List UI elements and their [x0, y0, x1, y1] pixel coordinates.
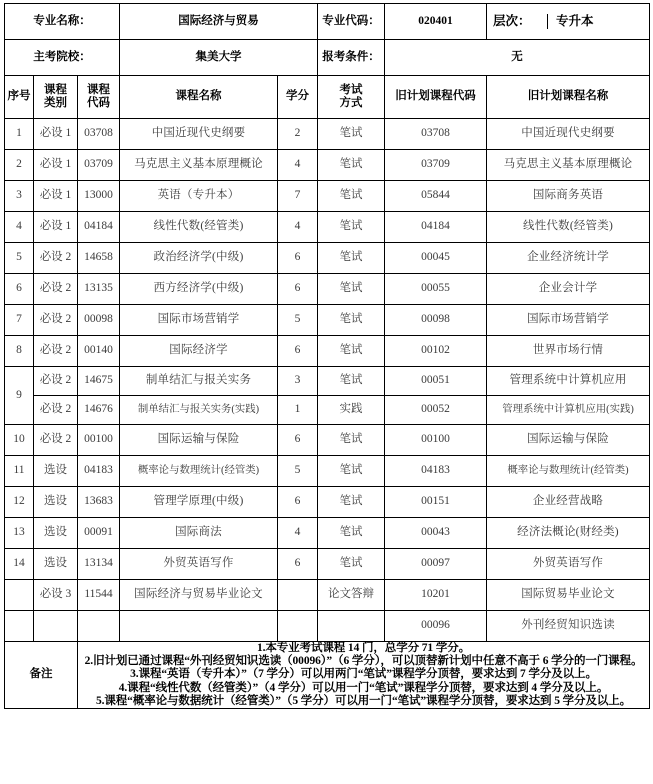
col-header-code — [78, 76, 120, 119]
row-course-name: 英语（专升本） — [120, 181, 278, 212]
row-code: 00140 — [78, 336, 120, 367]
row-index: 4 — [5, 212, 34, 243]
row-old-name: 世界市场行情 — [487, 336, 650, 367]
row-exam-mode: 笔试 — [318, 367, 385, 396]
table-row — [5, 396, 650, 425]
row-old-code: 03708 — [385, 119, 487, 150]
row-credits: 6 — [278, 487, 318, 518]
table-row — [5, 181, 650, 212]
row-course-name: 国际经济与贸易毕业论文 — [120, 580, 278, 611]
row-old-code: 04183 — [385, 456, 487, 487]
table-row — [5, 425, 650, 456]
table-row — [5, 549, 650, 580]
row-old-name: 国际商务英语 — [487, 181, 650, 212]
row-old-name: 国际贸易毕业论文 — [487, 580, 650, 611]
table-row — [5, 580, 650, 611]
row-old-code: 00098 — [385, 305, 487, 336]
row-category: 必设 2 — [34, 425, 78, 456]
row-old-code: 00097 — [385, 549, 487, 580]
row-code: 03708 — [78, 119, 120, 150]
row-course-name: 外贸英语写作 — [120, 549, 278, 580]
table-row — [5, 274, 650, 305]
row-code: 13134 — [78, 549, 120, 580]
table-row — [5, 212, 650, 243]
row-course-name: 西方经济学(中级) — [120, 274, 278, 305]
row-exam-mode: 笔试 — [318, 518, 385, 549]
row-old-code: 00052 — [385, 396, 487, 425]
row-credits: 6 — [278, 425, 318, 456]
row-old-name: 国际运输与保险 — [487, 425, 650, 456]
row-credits: 5 — [278, 305, 318, 336]
row-credits — [278, 611, 318, 642]
row-exam-mode: 笔试 — [318, 212, 385, 243]
row-exam-mode: 笔试 — [318, 336, 385, 367]
row-old-name: 国际市场营销学 — [487, 305, 650, 336]
row-category: 选设 — [34, 549, 78, 580]
major-code-value: 020401 — [385, 4, 487, 40]
row-exam-mode: 笔试 — [318, 487, 385, 518]
row-exam-mode: 笔试 — [318, 181, 385, 212]
row-course-name: 马克思主义基本原理概论 — [120, 150, 278, 181]
row-category: 必设 3 — [34, 580, 78, 611]
row-credits: 6 — [278, 336, 318, 367]
row-credits: 4 — [278, 150, 318, 181]
table-row — [5, 456, 650, 487]
row-old-code: 10201 — [385, 580, 487, 611]
row-credits: 1 — [278, 396, 318, 425]
row-index — [5, 611, 34, 642]
col-header-category — [34, 76, 78, 119]
row-code: 00091 — [78, 518, 120, 549]
col-header-credits: 学分 — [278, 76, 318, 119]
row-exam-mode: 笔试 — [318, 274, 385, 305]
row-category: 必设 2 — [34, 396, 78, 425]
remarks-line: 1.本专业考试课程 14 门，总学分 71 学分。 — [256, 642, 471, 654]
row-course-name: 国际商法 — [120, 518, 278, 549]
row-old-name: 企业会计学 — [487, 274, 650, 305]
row-credits: 2 — [278, 119, 318, 150]
row-exam-mode: 论文答辩 — [318, 580, 385, 611]
col-header-category-line1: 课程 — [44, 83, 67, 96]
row-old-name: 概率论与数理统计(经管类) — [487, 456, 650, 487]
row-index: 6 — [5, 274, 34, 305]
column-header-row — [5, 76, 650, 119]
exam-plan-table — [4, 3, 650, 709]
row-category: 必设 1 — [34, 212, 78, 243]
major-name-label: 专业名称： — [5, 4, 120, 40]
row-index: 11 — [5, 456, 34, 487]
col-header-code-line1: 课程 — [87, 83, 110, 96]
remarks-body — [78, 642, 650, 709]
remarks-line: 3.课程“英语（专升本）”（7 学分）可以用两门“笔试”课程学分顶替，要求达到 7 学分及以上。 — [130, 668, 597, 681]
row-category: 选设 — [34, 456, 78, 487]
row-old-name: 企业经济统计学 — [487, 243, 650, 274]
row-old-code: 00102 — [385, 336, 487, 367]
apply-condition-label: 报考条件： — [318, 40, 385, 76]
row-category: 必设 2 — [34, 367, 78, 396]
row-old-code: 03709 — [385, 150, 487, 181]
host-school-value: 集美大学 — [120, 40, 318, 76]
row-category: 必设 2 — [34, 305, 78, 336]
major-name-value: 国际经济与贸易 — [120, 4, 318, 40]
major-code-label: 专业代码： — [318, 4, 385, 40]
row-index: 9 — [5, 367, 34, 425]
row-old-code: 00043 — [385, 518, 487, 549]
row-index: 8 — [5, 336, 34, 367]
row-course-name — [120, 611, 278, 642]
remarks-label: 备注 — [5, 642, 78, 709]
row-credits: 3 — [278, 367, 318, 396]
remarks-line: 2.旧计划已通过课程“外刊经贸知识选读（00096）”（6 学分），可以顶替新计划中任意不高于 6 学分的一门课程。 — [84, 655, 643, 668]
row-code: 04184 — [78, 212, 120, 243]
level-label-and-value — [487, 4, 650, 40]
row-index: 12 — [5, 487, 34, 518]
row-old-code: 00045 — [385, 243, 487, 274]
remarks-line: 4.课程“线性代数（经管类）”（4 学分）可以用一门“笔试”课程学分顶替，要求达到 4 学分及以上。 — [118, 681, 609, 694]
table-row — [5, 150, 650, 181]
row-old-code: 00096 — [385, 611, 487, 642]
table-row — [5, 487, 650, 518]
row-exam-mode: 笔试 — [318, 150, 385, 181]
row-code: 00098 — [78, 305, 120, 336]
row-old-name: 马克思主义基本原理概论 — [487, 150, 650, 181]
row-index: 1 — [5, 119, 34, 150]
row-code: 13135 — [78, 274, 120, 305]
table-row — [5, 367, 650, 396]
row-exam-mode: 笔试 — [318, 425, 385, 456]
row-category: 必设 2 — [34, 336, 78, 367]
row-exam-mode: 笔试 — [318, 456, 385, 487]
row-old-name: 管理系统中计算机应用(实践) — [487, 396, 650, 425]
col-header-index: 序号 — [5, 76, 34, 119]
row-credits: 4 — [278, 518, 318, 549]
col-header-exam-mode — [318, 76, 385, 119]
row-old-code: 00151 — [385, 487, 487, 518]
row-course-name: 制单结汇与报关实务(实践) — [120, 396, 278, 425]
row-course-name: 制单结汇与报关实务 — [120, 367, 278, 396]
table-row — [5, 305, 650, 336]
row-code: 11544 — [78, 580, 120, 611]
row-course-name: 线性代数(经管类) — [120, 212, 278, 243]
row-old-name: 经济法概论(财经类) — [487, 518, 650, 549]
col-header-exam-mode-line1: 考试 — [339, 83, 363, 96]
row-course-name: 政治经济学(中级) — [120, 243, 278, 274]
row-exam-mode: 笔试 — [318, 549, 385, 580]
row-code: 13000 — [78, 181, 120, 212]
row-credits: 4 — [278, 212, 318, 243]
table-row — [5, 243, 650, 274]
table-row — [5, 336, 650, 367]
row-code: 03709 — [78, 150, 120, 181]
row-course-name: 管理学原理(中级) — [120, 487, 278, 518]
row-code: 13683 — [78, 487, 120, 518]
table-row — [5, 119, 650, 150]
row-credits: 6 — [278, 274, 318, 305]
row-course-name: 国际市场营销学 — [120, 305, 278, 336]
row-category: 选设 — [34, 487, 78, 518]
table-row — [5, 611, 650, 642]
row-index: 7 — [5, 305, 34, 336]
row-old-name: 企业经营战略 — [487, 487, 650, 518]
meta-row-major — [5, 4, 650, 40]
row-code — [78, 611, 120, 642]
row-old-code: 00051 — [385, 367, 487, 396]
level-label: 层次： — [491, 14, 548, 28]
row-exam-mode: 笔试 — [318, 305, 385, 336]
row-credits: 6 — [278, 549, 318, 580]
row-category — [34, 611, 78, 642]
remarks-line: 5.课程“概率论与数据统计（经管类）”（5 学分）可以用一门“笔试”课程学分顶替，要求达到 5 学分及以上。 — [95, 694, 632, 707]
row-category: 必设 2 — [34, 243, 78, 274]
row-code: 14675 — [78, 367, 120, 396]
row-credits: 5 — [278, 456, 318, 487]
table-row — [5, 518, 650, 549]
col-header-exam-mode-line2: 方式 — [339, 97, 363, 109]
row-old-name: 外贸英语写作 — [487, 549, 650, 580]
row-old-code: 04184 — [385, 212, 487, 243]
row-course-name: 概率论与数理统计(经管类) — [120, 456, 278, 487]
row-old-code: 00055 — [385, 274, 487, 305]
row-credits: 7 — [278, 181, 318, 212]
row-index: 10 — [5, 425, 34, 456]
row-old-name: 线性代数(经管类) — [487, 212, 650, 243]
row-course-name: 中国近现代史纲要 — [120, 119, 278, 150]
row-old-name: 外刊经贸知识选读 — [487, 611, 650, 642]
row-exam-mode — [318, 611, 385, 642]
row-old-code: 00100 — [385, 425, 487, 456]
row-index: 13 — [5, 518, 34, 549]
row-code: 04183 — [78, 456, 120, 487]
row-exam-mode: 笔试 — [318, 243, 385, 274]
row-index: 5 — [5, 243, 34, 274]
row-old-code: 05844 — [385, 181, 487, 212]
col-header-old-code: 旧计划课程代码 — [385, 76, 487, 119]
table-body — [5, 4, 650, 119]
row-category: 必设 1 — [34, 181, 78, 212]
row-code: 00100 — [78, 425, 120, 456]
row-index: 3 — [5, 181, 34, 212]
col-header-course-name: 课程名称 — [120, 76, 278, 119]
level-value: 专升本 — [556, 14, 594, 29]
row-index: 14 — [5, 549, 34, 580]
col-header-code-line2: 代码 — [87, 97, 110, 109]
row-exam-mode: 实践 — [318, 396, 385, 425]
row-code: 14658 — [78, 243, 120, 274]
row-course-name: 国际运输与保险 — [120, 425, 278, 456]
col-header-category-line2: 类别 — [44, 97, 67, 109]
remarks-row — [5, 642, 650, 709]
row-index — [5, 580, 34, 611]
row-code: 14676 — [78, 396, 120, 425]
row-exam-mode: 笔试 — [318, 119, 385, 150]
meta-row-school — [5, 40, 650, 76]
col-header-old-name: 旧计划课程名称 — [487, 76, 650, 119]
row-category: 必设 2 — [34, 274, 78, 305]
row-category: 选设 — [34, 518, 78, 549]
row-category: 必设 1 — [34, 150, 78, 181]
row-credits — [278, 580, 318, 611]
row-credits: 6 — [278, 243, 318, 274]
row-old-name: 中国近现代史纲要 — [487, 119, 650, 150]
row-course-name: 国际经济学 — [120, 336, 278, 367]
row-index: 2 — [5, 150, 34, 181]
apply-condition-value: 无 — [385, 40, 650, 76]
row-category: 必设 1 — [34, 119, 78, 150]
row-old-name: 管理系统中计算机应用 — [487, 367, 650, 396]
host-school-label: 主考院校： — [5, 40, 120, 76]
